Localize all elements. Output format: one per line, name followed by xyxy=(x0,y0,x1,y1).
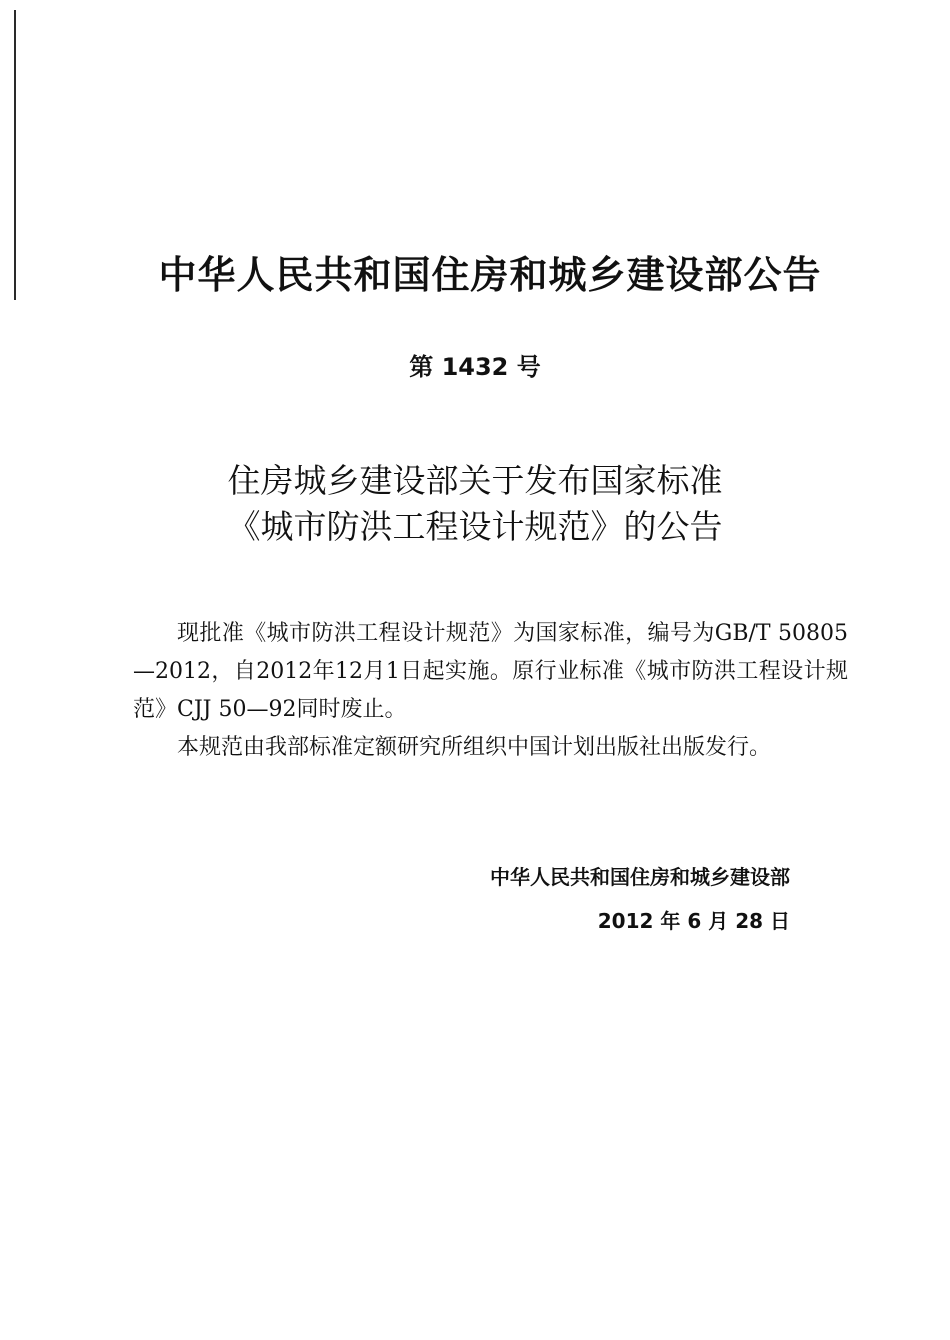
main-title: 中华人民共和国住房和城乡建设部公告 xyxy=(158,253,822,297)
document-number: 第 1432 号 xyxy=(409,353,541,381)
subtitle-line-2: 《城市防洪工程设计规范》的公告 xyxy=(227,507,723,546)
issue-date: 2012 年 6 月 28 日 xyxy=(597,909,790,933)
issuer-name: 中华人民共和国住房和城乡建设部 xyxy=(490,865,790,889)
scan-edge-line xyxy=(14,10,16,300)
subtitle-line-1: 住房城乡建设部关于发布国家标准 xyxy=(227,461,723,500)
signature-block xyxy=(400,855,790,943)
announcement-subtitle xyxy=(0,458,950,550)
body-paragraph-2: 本规范由我部标准定额研究所组织中国计划出版社出版发行。 xyxy=(177,735,772,760)
body-paragraph-1: 现批准《城市防洪工程设计规范》为国家标准，编号为GB/T 50805—2012，自2012年12月1日起实施。原行业标准《城市防洪工程设计规范》CJJ 50—92同时废止。 xyxy=(133,621,848,722)
announcement-body xyxy=(133,615,848,767)
